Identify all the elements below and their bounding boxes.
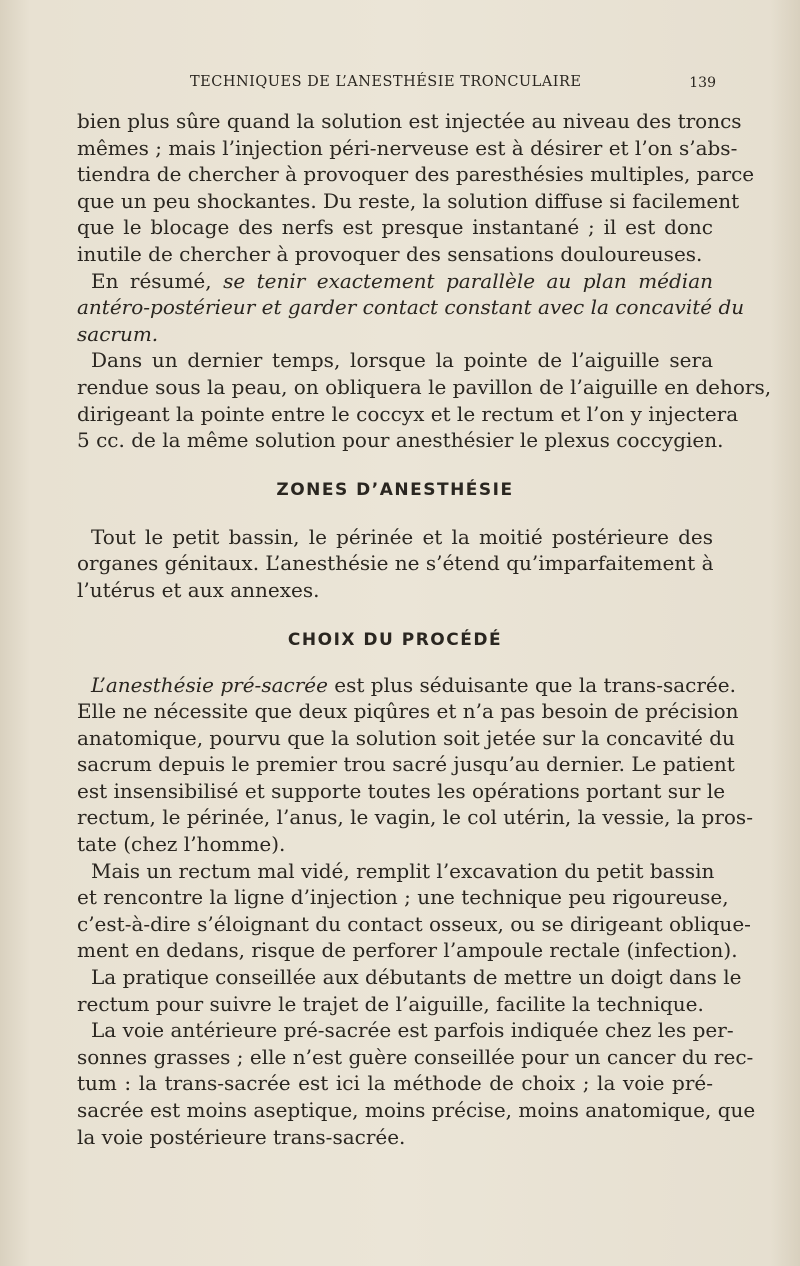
text-line: Elle ne nécessite que deux piqûres et n’a pas besoin de précision	[77, 699, 739, 724]
summary-line	[77, 268, 713, 295]
text-line: La voie antérieure pré-sacrée est parfois indiquée chez les per-	[91, 1018, 734, 1043]
text-line: rectum pour suivre le trajet de l’aiguille, facilite la technique.	[77, 991, 704, 1016]
running-head	[78, 74, 718, 98]
text-line: Mais un rectum mal vidé, remplit l’excavation du petit bassin	[91, 858, 715, 883]
section-heading-choix: CHOIX DU PROCÉDÉ	[287, 629, 503, 650]
text-line: Dans un dernier temps, lorsque la pointe de l’aiguille sera	[91, 348, 713, 373]
text-line: sacrée est moins aseptique, moins précise, moins anatomique, que	[77, 1098, 756, 1122]
text-line: sonnes grasses ; elle n’est guère conseillée pour un cancer du rec-	[77, 1044, 754, 1069]
page-number: 139	[689, 75, 716, 91]
running-title: TECHNIQUES DE L’ANESTHÉSIE TRONCULAIRE	[190, 74, 582, 90]
text-line: rendue sous la peau, on obliquera le pavillon de l’aiguille en dehors,	[77, 374, 772, 399]
text-line: que le blocage des nerfs est presque instantané ; il est donc	[77, 215, 713, 240]
text-line: inutile de chercher à provoquer des sensations douloureuses.	[77, 241, 703, 266]
text-line: bien plus sûre quand la solution est injectée au niveau des troncs	[77, 109, 742, 133]
text-line: tate (chez l’homme).	[77, 832, 286, 857]
text-line: anatomique, pourvu que la solution soit jetée sur la concavité du	[77, 725, 735, 750]
text-line: La pratique conseillée aux débutants de mettre un doigt dans le	[91, 965, 742, 990]
text-line: l’utérus et aux annexes.	[77, 577, 320, 602]
text-line: dirigeant la pointe entre le coccyx et le rectum et l’on y injectera	[77, 401, 739, 426]
text-line: tiendra de chercher à provoquer des paresthésies multiples, parce	[77, 162, 755, 187]
section-heading-zones: ZONES D’ANESTHÉSIE	[276, 479, 514, 500]
text-line: et rencontre la ligne d’injection ; une technique peu rigoureuse,	[77, 885, 729, 910]
emphasis-term: L’anesthésie pré-sacrée	[91, 672, 328, 697]
summary-emphasis-line: antéro-postérieur et garder contact constant avec la concavité du	[77, 295, 745, 320]
paragraph-first-line	[77, 672, 736, 699]
summary-emphasis: se tenir exactement parallèle au plan médian	[223, 268, 713, 293]
text-line: organes génitaux. L’anesthésie ne s’étend qu’imparfaitement à	[77, 551, 714, 576]
text-line: sacrum depuis le premier trou sacré jusqu’au dernier. Le patient	[77, 752, 735, 777]
text-line: mêmes ; mais l’injection péri-nerveuse est à désirer et l’on s’abs-	[77, 135, 738, 160]
text-line: est insensibilisé et supporte toutes les opérations portant sur le	[77, 778, 726, 803]
text-line: c’est-à-dire s’éloignant du contact osseux, ou se dirigeant oblique-	[77, 911, 751, 936]
text-line: que un peu shockantes. Du reste, la solution diffuse si facilement	[77, 188, 740, 213]
text-line: 5 cc. de la même solution pour anesthésier le plexus coccygien.	[77, 428, 724, 453]
first-line-rest: est plus séduisante que la trans-sacrée.	[334, 672, 736, 697]
text-line: rectum, le périnée, l’anus, le vagin, le col utérin, la vessie, la pros-	[77, 805, 753, 830]
body-text	[77, 108, 772, 1150]
summary-lead: En résumé,	[91, 268, 212, 293]
summary-emphasis-line: sacrum.	[77, 321, 159, 346]
text-line: tum : la trans-sacrée est ici la méthode de choix ; la voie pré-	[77, 1071, 713, 1096]
text-line: ment en dedans, risque de perforer l’ampoule rectale (infection).	[77, 938, 738, 963]
text-line: Tout le petit bassin, le périnée et la moitié postérieure des	[91, 524, 713, 549]
text-line: la voie postérieure trans-sacrée.	[77, 1124, 406, 1149]
